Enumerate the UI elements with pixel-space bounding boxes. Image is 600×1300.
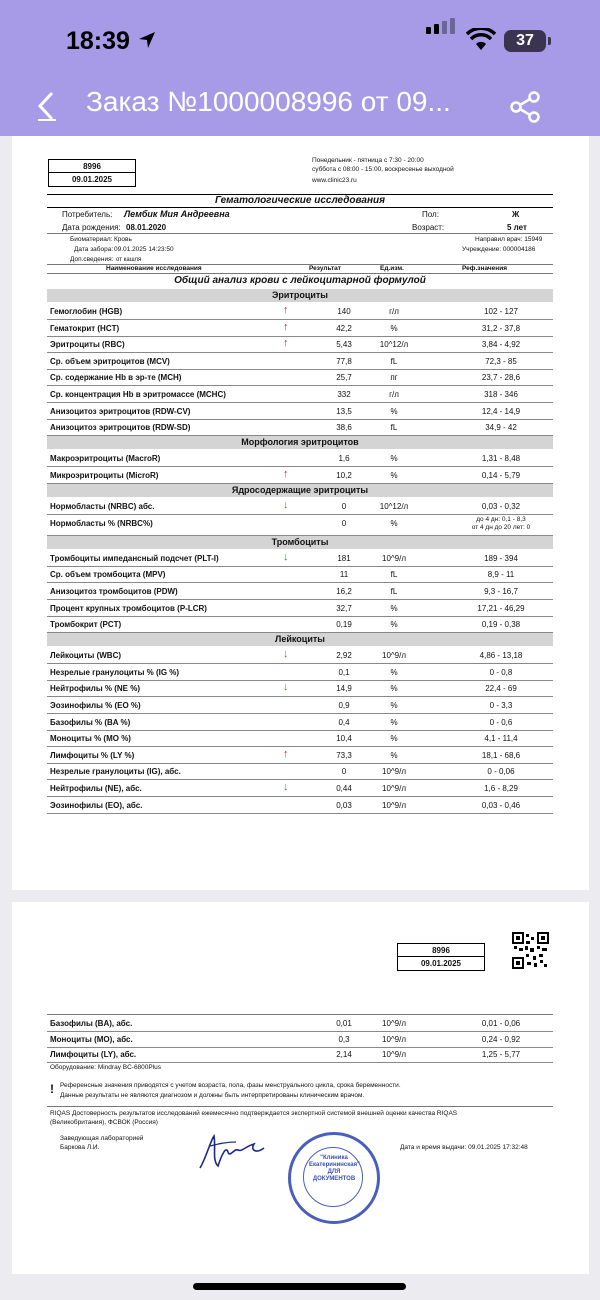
test-value: 0,19 — [336, 620, 352, 630]
test-unit: % — [390, 603, 398, 613]
test-ref: 102 - 127 — [484, 307, 518, 316]
test-ref: 18,1 - 68,6 — [481, 750, 521, 760]
table-row — [47, 714, 553, 731]
test-value: 0,03 — [336, 800, 352, 810]
issued-datetime: Дата и время выдачи: 09.01.2025 17:32:48 — [400, 1144, 528, 1151]
table-row — [47, 336, 553, 353]
test-name: Анизоцитоз эритроцитов (RDW-CV) — [50, 406, 191, 416]
arrow-down-icon: ↓ — [283, 781, 289, 793]
test-ref: 0,14 - 5,79 — [481, 470, 521, 480]
test-value: 13,5 — [336, 406, 352, 416]
note-mark: ! — [50, 1082, 54, 1096]
test-value: 25,7 — [336, 373, 352, 383]
test-value: 14,9 — [336, 684, 352, 694]
test-unit: fL — [390, 356, 398, 366]
test-value: 0 — [341, 767, 347, 777]
arrow-up-icon: ↑ — [283, 467, 289, 480]
test-value: 0,44 — [336, 784, 352, 793]
arrow-up-icon: ↑ — [283, 747, 289, 760]
test-value: 38,6 — [336, 423, 352, 433]
home-indicator[interactable] — [193, 1283, 406, 1290]
test-value: 2,14 — [336, 1050, 352, 1059]
extra-value: от кашля — [116, 257, 142, 263]
test-ref: 23,7 - 28,6 — [481, 373, 521, 383]
extra-label: Доп.сведения: — [70, 256, 114, 263]
test-name: Нормобласты (NRBC) абс. — [50, 502, 155, 511]
order-date: 09.01.2025 — [71, 175, 113, 184]
signature — [192, 1128, 272, 1174]
table-row — [47, 369, 553, 386]
table-row — [47, 303, 553, 320]
test-name: Лейкоциты (WBC) — [50, 651, 122, 661]
dob-label: Дата рождения: — [62, 223, 121, 232]
test-ref: 0,19 - 0,38 — [481, 620, 521, 630]
riqas-line1: RIQAS Достоверность результатов исследований ежемесячно подтверждается экспертной системой внешней оценки качества RIQAS — [50, 1110, 458, 1117]
test-unit: % — [390, 684, 398, 694]
table-row — [47, 450, 553, 467]
location-arrow-icon — [137, 30, 157, 50]
test-name: Тромбоциты импедансный подсчет (PLT-I) — [50, 553, 219, 563]
test-value: 16,2 — [336, 586, 352, 596]
equipment: Оборудование: Mindray BC-6800Plus — [50, 1064, 162, 1071]
test-value: 140 — [337, 307, 351, 316]
table-row — [47, 647, 553, 664]
test-ref: 318 - 346 — [484, 390, 518, 399]
table-row — [47, 1031, 553, 1048]
section-header: Морфология эритроцитов — [47, 436, 553, 449]
table-row — [47, 498, 553, 515]
status-bar — [0, 0, 600, 70]
test-ref: 4,1 - 11,4 — [484, 734, 518, 744]
section-header: Эритроциты — [47, 289, 553, 302]
nav-bar — [0, 70, 600, 136]
arrow-down-icon: ↓ — [283, 499, 289, 511]
test-ref: до 4 дн: 0,1 - 8,3 — [476, 515, 526, 523]
col-ref: Реф.значения — [462, 265, 507, 272]
test-ref: 4,86 - 13,18 — [479, 651, 523, 661]
col-name: Наименование исследования — [106, 265, 202, 272]
stamp-seal — [288, 1132, 380, 1224]
test-ref: 0,24 - 0,92 — [481, 1034, 521, 1044]
test-value: 0,9 — [338, 701, 350, 710]
document-page-2 — [12, 902, 589, 1274]
schedule-weekdays: Понедельник - пятница с 7:30 - 20:00 — [312, 157, 424, 164]
test-ref: 0,03 - 0,32 — [481, 502, 521, 511]
test-ref: 0 - 0,06 — [487, 767, 515, 777]
test-name: Незрелые гранулоциты % (IG %) — [50, 667, 180, 677]
test-name: Ср. объем эритроцитов (MCV) — [50, 356, 170, 366]
chevron-left-icon[interactable] — [32, 90, 60, 122]
table-row — [47, 386, 553, 403]
test-name: Эозинофилы % (EO %) — [50, 701, 141, 710]
test-unit: 10^9/л — [382, 1050, 406, 1059]
test-value: 2,92 — [336, 651, 352, 661]
test-name: Процент крупных тромбоцитов (P-LCR) — [50, 603, 207, 613]
test-unit: % — [390, 518, 398, 528]
referring-doctor: Направил врач: 15949 — [475, 236, 543, 243]
test-ref: 72,3 - 85 — [485, 356, 517, 366]
order-box-2 — [397, 943, 485, 971]
test-name: Незрелые гранулоциты (IG), абс. — [50, 767, 181, 777]
test-name: Базофилы % (BA %) — [50, 717, 131, 727]
biomaterial-label: Биоматериал: — [70, 236, 113, 243]
col-unit: Ед.изм. — [380, 265, 404, 272]
clinic-site: www.clinic23.ru — [312, 177, 357, 184]
test-unit: 10^12/л — [379, 340, 409, 350]
test-ref: 0,03 - 0,46 — [481, 800, 521, 810]
table-row — [47, 763, 553, 780]
sex-value: Ж — [512, 210, 520, 219]
test-unit: 10^9/л — [382, 1019, 406, 1028]
battery-icon — [504, 30, 546, 52]
test-value: 0,01 — [336, 1019, 352, 1028]
collected-label: Дата забора: — [74, 246, 114, 253]
test-unit: % — [390, 750, 398, 760]
test-name: Нейтрофилы % (NE %) — [50, 684, 141, 694]
test-value: 0,1 — [338, 667, 350, 677]
test-unit: % — [390, 470, 398, 480]
test-unit: fL — [390, 570, 398, 580]
test-ref: 1,6 - 8,29 — [484, 784, 518, 793]
test-unit: г/л — [389, 307, 399, 316]
test-name: Ср. содержание Hb в эр-те (MCH) — [50, 373, 182, 383]
table-row — [47, 403, 553, 420]
arrow-down-icon: ↓ — [283, 648, 289, 661]
test-ref-2: от 4 дн до 20 лет: 0 — [471, 523, 531, 531]
test-name: Макроэритроциты (MacroR) — [50, 454, 161, 464]
battery-level: 37 — [516, 32, 534, 49]
test-value: 32,7 — [336, 603, 352, 613]
test-name: Ср. концентрация Hb в эритромассе (MCHC) — [50, 390, 226, 399]
test-ref: 34,9 - 42 — [485, 423, 517, 433]
test-value: 0 — [341, 502, 347, 511]
test-ref: 0 - 0,8 — [489, 667, 513, 677]
test-name: Эозинофилы (EO), абс. — [50, 800, 143, 810]
order-number: 8996 — [83, 162, 101, 171]
test-ref: 31,2 - 37,8 — [481, 323, 521, 333]
battery-tip — [548, 37, 551, 45]
nav-title: Заказ №1000008996 от 09... — [86, 86, 451, 117]
table-row — [47, 797, 553, 814]
section-header: Тромбоциты — [47, 536, 553, 549]
head-lab-title: Заведующая лабораторией — [60, 1135, 144, 1142]
table-row — [47, 616, 553, 633]
test-name: Ср. объем тромбоцита (MPV) — [50, 570, 166, 580]
test-name: Анизоцитоз эритроцитов (RDW-SD) — [50, 423, 191, 433]
note-reference: Референсные значения приводятся с учетом возраста, пола, фазы менструального цикла, срока беременности. — [60, 1082, 401, 1089]
test-unit: % — [390, 620, 398, 630]
table-row — [47, 1015, 553, 1032]
table-row — [47, 1046, 553, 1063]
consumer-name: Лембик Мия Андреевна — [124, 209, 230, 219]
test-unit: % — [390, 323, 398, 333]
consumer-label: Потребитель: — [62, 210, 113, 219]
test-ref: 189 - 394 — [484, 553, 518, 563]
test-value: 73,3 — [336, 750, 352, 760]
table-row — [47, 680, 553, 697]
arrow-down-icon: ↓ — [283, 550, 289, 563]
arrow-up-icon: ↑ — [283, 337, 289, 350]
test-value: 42,2 — [336, 323, 352, 333]
dob-value: 08.01.2020 — [126, 223, 167, 232]
test-unit: 10^9/л — [382, 1034, 406, 1044]
test-unit: 10^9/л — [382, 767, 406, 777]
stamp-text: "Клиника Екатерининская" ДЛЯ ДОКУМЕНТОВ — [309, 1155, 360, 1182]
test-name: Эритроциты (RBC) — [50, 340, 125, 350]
test-unit: % — [390, 734, 398, 744]
arrow-up-icon: ↑ — [283, 320, 289, 333]
wifi-icon — [466, 28, 496, 52]
test-unit: г/л — [389, 390, 399, 399]
status-time: 18:39 — [66, 27, 130, 55]
test-ref: 17,21 - 46,29 — [477, 603, 525, 613]
test-ref: 12,4 - 14,9 — [481, 406, 521, 416]
report-title: Гематологические исследования — [214, 195, 386, 206]
test-unit: fL — [390, 423, 398, 433]
test-ref: 3,84 - 4,92 — [481, 340, 521, 350]
table-row — [47, 467, 553, 484]
test-value: 0 — [341, 518, 347, 528]
test-unit: пг — [390, 373, 398, 383]
test-value: 11 — [339, 570, 349, 580]
test-unit: 10^9/л — [382, 784, 406, 793]
sex-label: Пол: — [422, 210, 439, 219]
table-row — [47, 730, 553, 747]
table-top-border — [47, 1014, 553, 1015]
table-row — [47, 664, 553, 681]
table-row — [47, 353, 553, 370]
table-row — [47, 515, 553, 536]
test-ref: 9,3 - 16,7 — [484, 586, 518, 596]
order-date-2: 09.01.2025 — [420, 959, 462, 968]
test-name: Микроэритроциты (MicroR) — [50, 470, 159, 480]
test-value: 0,4 — [338, 717, 350, 727]
qr-code-icon — [512, 932, 549, 969]
test-value: 332 — [337, 390, 351, 399]
share-icon[interactable] — [508, 90, 542, 124]
test-unit: 10^9/л — [382, 800, 406, 810]
test-name: Тромбокрит (PCT) — [50, 620, 122, 630]
table-row — [47, 747, 553, 764]
test-name: Нормобласты % (NRBC%) — [50, 518, 153, 528]
test-unit: 10^9/л — [382, 651, 406, 661]
table-row — [47, 419, 553, 436]
table-row — [47, 600, 553, 617]
arrow-down-icon: ↓ — [283, 681, 289, 694]
test-value: 10,4 — [336, 734, 352, 744]
test-name: Моноциты % (MO %) — [50, 734, 131, 744]
test-unit: % — [390, 717, 398, 727]
test-name: Базофилы (BA), абс. — [50, 1019, 133, 1028]
test-value: 1,6 — [338, 454, 350, 464]
test-title: Общий анализ крови с лейкоцитарной формулой — [174, 275, 426, 286]
table-row — [47, 780, 553, 797]
test-value: 0,3 — [338, 1034, 350, 1044]
test-value: 181 — [337, 553, 351, 563]
test-unit: fL — [390, 586, 398, 596]
order-box — [48, 159, 136, 187]
arrow-up-icon: ↑ — [283, 304, 289, 316]
test-unit: 10^12/л — [379, 502, 409, 511]
collected-value: 09.01.2025 14:23:50 — [114, 246, 174, 253]
test-name: Нейтрофилы (NE), абс. — [50, 784, 142, 793]
order-number-2: 8996 — [432, 946, 450, 955]
test-value: 5,43 — [336, 340, 352, 350]
test-name: Моноциты (MO), абс. — [50, 1034, 133, 1044]
test-ref: 8,9 - 11 — [487, 570, 515, 580]
test-ref: 0 - 0,6 — [489, 717, 513, 727]
table-row — [47, 583, 553, 600]
table-row — [47, 697, 553, 714]
head-lab-name: Баркова Л.И. — [60, 1144, 100, 1151]
test-ref: 0,01 - 0,06 — [481, 1019, 521, 1028]
schedule-weekend: суббота с 08:00 - 15:00, воскресенье выходной — [312, 166, 454, 173]
test-ref: 1,31 - 8,48 — [481, 454, 521, 464]
riqas-line2: (Великобритания), ФСВОК (Россия) — [50, 1119, 158, 1126]
document-page-1 — [12, 136, 589, 890]
test-name: Лимфоциты (LY), абс. — [50, 1050, 137, 1059]
table-row — [47, 566, 553, 583]
note-diagnosis: Данные результаты не являются диагнозом и должны быть интерпретированы клиническим врачом. — [60, 1092, 365, 1099]
test-name: Гемоглобин (HGB) — [50, 307, 123, 316]
col-result: Результат — [309, 265, 341, 272]
test-unit: % — [390, 701, 398, 710]
test-name: Лимфоциты % (LY %) — [50, 750, 135, 760]
table-row — [47, 550, 553, 567]
section-header: Лейкоциты — [47, 633, 553, 646]
test-unit: % — [390, 667, 398, 677]
test-value: 77,8 — [336, 356, 352, 366]
test-ref: 22,4 - 69 — [485, 684, 517, 694]
age-label: Возраст: — [412, 223, 445, 232]
institution: Учреждение: 000004186 — [462, 246, 536, 253]
test-unit: % — [390, 454, 398, 464]
table-row — [47, 320, 553, 337]
test-unit: % — [390, 406, 398, 416]
age-value: 5 лет — [507, 223, 527, 232]
test-ref: 1,25 - 5,77 — [481, 1050, 521, 1059]
test-ref: 0 - 3,3 — [489, 701, 513, 710]
section-header: Ядросодержащие эритроциты — [47, 484, 553, 497]
biomaterial-value: Кровь — [114, 236, 132, 243]
test-name: Гематокрит (HCT) — [50, 323, 120, 333]
test-unit: 10^9/л — [382, 553, 406, 563]
test-value: 10,2 — [336, 470, 352, 480]
test-name: Анизоцитоз тромбоцитов (PDW) — [50, 586, 178, 596]
